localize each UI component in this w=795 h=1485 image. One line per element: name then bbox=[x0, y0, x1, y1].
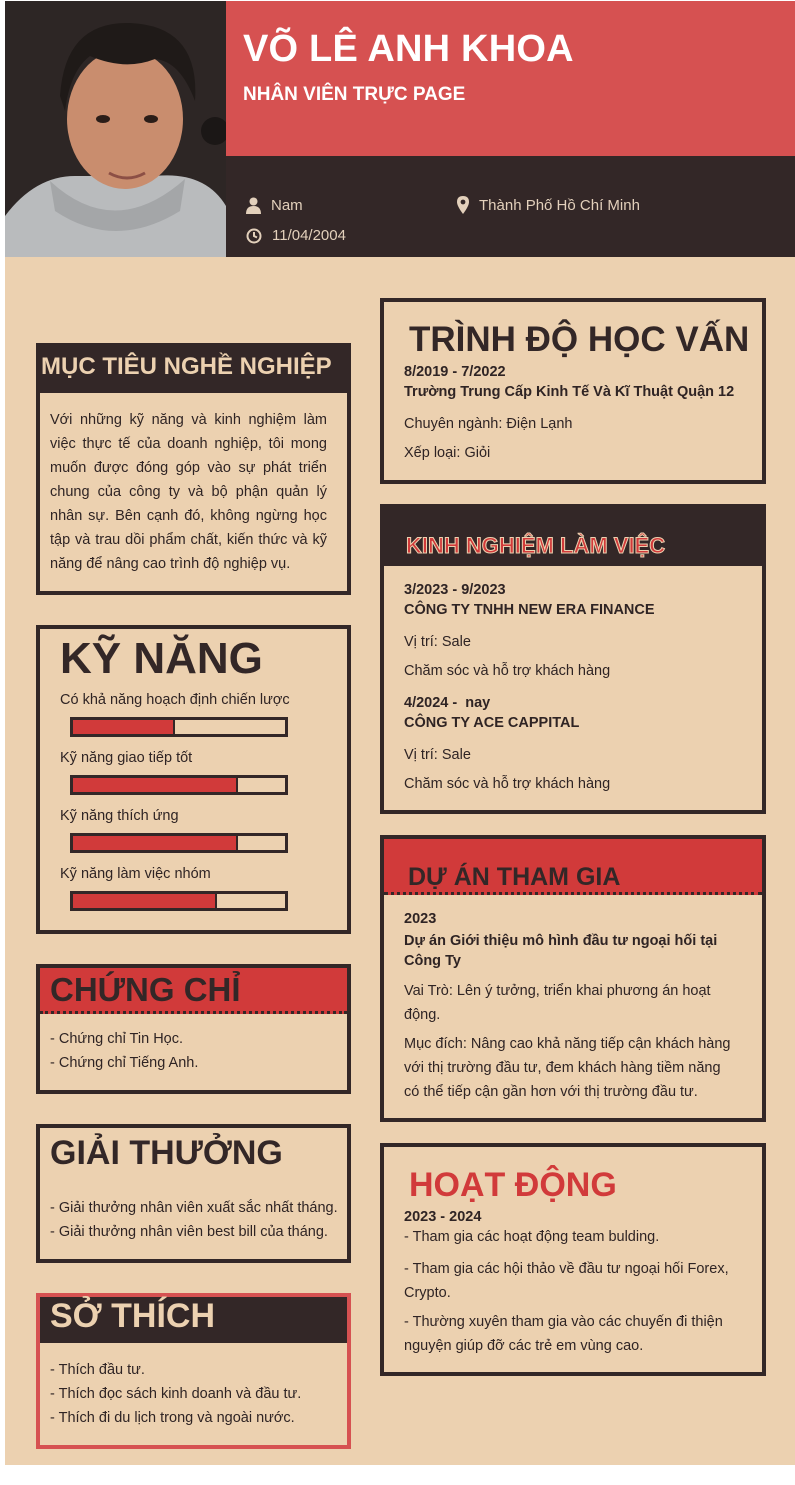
education-major: Chuyên ngành: Điện Lạnh bbox=[404, 416, 573, 432]
skill-bar bbox=[70, 833, 288, 853]
job-description: Chăm sóc và hỗ trợ khách hàng bbox=[404, 663, 611, 679]
education-period: 8/2019 - 7/2022 bbox=[404, 364, 506, 380]
gender-value: Nam bbox=[271, 197, 303, 214]
header-title-band bbox=[226, 1, 795, 156]
project-role: Vai Trò: Lên ý tưởng, triển khai phương án hoạt động. bbox=[404, 983, 711, 1023]
certificate-item: - Chứng chỉ Tiếng Anh. bbox=[50, 1055, 199, 1071]
project-goal: Mục đích: Nâng cao khả năng tiếp cận khách hàng với thị trường đầu tư, đem khách hàng tiềm năng có thể tiếp cận gần hơn với thị trường đầu tư. bbox=[404, 1036, 731, 1100]
certificate-item: - Chứng chỉ Tin Học. bbox=[50, 1031, 184, 1047]
birthday-info bbox=[246, 227, 346, 244]
job-position: Vị trí: Sale bbox=[404, 747, 471, 763]
activities-title: HOẠT ĐỘNG bbox=[409, 1166, 617, 1204]
education-grade: Xếp loại: Giỏi bbox=[404, 445, 491, 461]
skill-bar-fill bbox=[73, 778, 238, 792]
skill-bar-fill bbox=[73, 720, 175, 734]
skill-bar bbox=[70, 775, 288, 795]
activity-item: - Thường xuyên tham gia vào các chuyến đi thiện nguyện giúp đỡ các trẻ em vùng cao. bbox=[404, 1314, 723, 1354]
hobbies-title: SỞ THÍCH bbox=[50, 1297, 216, 1335]
candidate-name: VÕ LÊ ANH KHOA bbox=[243, 28, 574, 70]
hobby-item: - Thích đi du lịch trong và ngoài nước. bbox=[50, 1410, 295, 1426]
skill-label: Kỹ năng giao tiếp tốt bbox=[60, 750, 193, 766]
projects-title: DỰ ÁN THAM GIA bbox=[408, 863, 621, 891]
project-name: Dự án Giới thiệu mô hình đầu tư ngoại hối tại Công Ty bbox=[404, 933, 718, 969]
profile-photo bbox=[5, 1, 226, 257]
job-company: CÔNG TY TNHH NEW ERA FINANCE bbox=[404, 602, 655, 618]
user-icon bbox=[246, 197, 261, 214]
location-info bbox=[457, 196, 640, 214]
hobby-item: - Thích đọc sách kinh doanh và đầu tư. bbox=[50, 1386, 302, 1402]
skill-bar bbox=[70, 717, 288, 737]
job-position: Vị trí: Sale bbox=[404, 634, 471, 650]
education-title: TRÌNH ĐỘ HỌC VẤN bbox=[409, 320, 750, 359]
job-title: NHÂN VIÊN TRỰC PAGE bbox=[243, 84, 466, 105]
skill-bar bbox=[70, 891, 288, 911]
objective-text: Với những kỹ năng và kinh nghiệm làm việc thực tế của doanh nghiệp, tôi mong muốn được đóng góp vào sự phát triển chung của công ty và bộ phận quản lý nhân sự. Bên cạnh đó, không ngừng học tập và trau dồi phẩm chất, kiến thức và kỹ năng để nâng cao trình độ nghiệp vụ. bbox=[50, 412, 327, 572]
activity-item: - Tham gia các hoạt động team bulding. bbox=[404, 1229, 660, 1245]
portrait-illustration bbox=[5, 1, 226, 257]
job-description: Chăm sóc và hỗ trợ khách hàng bbox=[404, 776, 611, 792]
skill-label: Kỹ năng thích ứng bbox=[60, 808, 179, 824]
experience-title: KINH NGHIỆM LÀM VIỆC bbox=[406, 533, 666, 558]
map-pin-icon bbox=[457, 196, 469, 214]
award-item: - Giải thưởng nhân viên best bill của tháng. bbox=[50, 1224, 328, 1240]
skills-title: KỸ NĂNG bbox=[60, 634, 263, 683]
skill-label: Kỹ năng làm việc nhóm bbox=[60, 866, 211, 882]
clock-icon bbox=[246, 228, 262, 244]
gender-info bbox=[246, 197, 303, 214]
activities-period: 2023 - 2024 bbox=[404, 1209, 482, 1225]
skill-bar-fill bbox=[73, 894, 217, 908]
skill-bar-fill bbox=[73, 836, 238, 850]
objective-title: MỤC TIÊU NGHỀ NGHIỆP bbox=[41, 353, 332, 380]
skill-label: Có khả năng hoạch định chiến lược bbox=[60, 692, 290, 708]
location-value: Thành Phố Hồ Chí Minh bbox=[479, 196, 640, 214]
awards-title: GIẢI THƯỞNG bbox=[50, 1134, 283, 1172]
birthday-value: 11/04/2004 bbox=[272, 227, 346, 244]
hobby-item: - Thích đầu tư. bbox=[50, 1362, 145, 1378]
education-school: Trường Trung Cấp Kinh Tế Và Kĩ Thuật Quận 12 bbox=[404, 384, 735, 400]
job-period: 3/2023 - 9/2023 bbox=[404, 582, 506, 598]
certificates-title: CHỨNG CHỈ bbox=[50, 971, 241, 1008]
job-company: CÔNG TY ACE CAPPITAL bbox=[404, 715, 580, 731]
job-period: 4/2024 - nay bbox=[404, 695, 491, 711]
activity-item: - Tham gia các hội thảo về đầu tư ngoại hối Forex, Crypto. bbox=[404, 1261, 729, 1301]
project-year: 2023 bbox=[404, 911, 437, 927]
award-item: - Giải thưởng nhân viên xuất sắc nhất tháng. bbox=[50, 1200, 338, 1216]
